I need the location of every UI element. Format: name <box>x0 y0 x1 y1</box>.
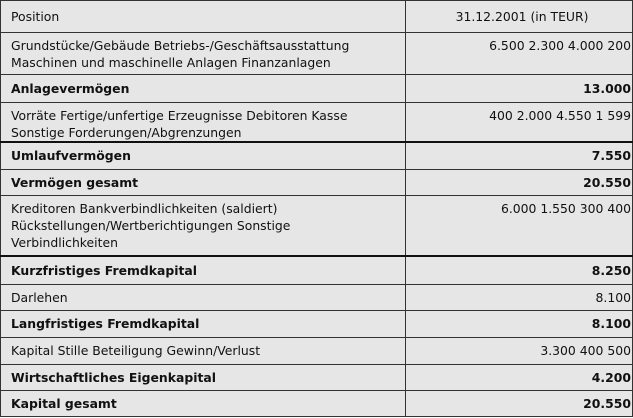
table-row <box>1 142 633 169</box>
row-label: Vermögen gesamt <box>1 169 406 195</box>
row-value: 400 2.000 4.550 1 599 <box>406 103 633 143</box>
row-label: Kreditoren Bankverbindlichkeiten (saldiert) Rückstellungen/Wertberichtigungen Sonstige Verbindlichkeiten <box>1 195 406 256</box>
date-header: 31.12.2001 (in TEUR) <box>406 1 633 33</box>
row-label: Wirtschaftliches Eigenkapital <box>1 364 406 390</box>
row-value: 6.500 2.300 4.000 200 <box>406 33 633 75</box>
table-row <box>1 337 633 364</box>
row-label: Kapital Stille Beteiligung Gewinn/Verlust <box>1 337 406 364</box>
row-value: 13.000 <box>406 75 633 103</box>
row-value: 7.550 <box>406 142 633 169</box>
table-row <box>1 256 633 284</box>
table-row <box>1 103 633 143</box>
row-label: Kapital gesamt <box>1 390 406 416</box>
row-value: 8.100 <box>406 310 633 337</box>
table-row <box>1 284 633 310</box>
header-row <box>1 1 633 33</box>
row-label: Darlehen <box>1 284 406 310</box>
row-value: 6.000 1.550 300 400 <box>406 195 633 256</box>
table-row <box>1 75 633 103</box>
table-row <box>1 390 633 416</box>
row-label: Anlagevermögen <box>1 75 406 103</box>
table-row <box>1 169 633 195</box>
table-row <box>1 195 633 256</box>
row-label: Grundstücke/Gebäude Betriebs-/Geschäftsausstattung Maschinen und maschinelle Anlagen Finanzanlagen <box>1 33 406 75</box>
row-value: 3.300 400 500 <box>406 337 633 364</box>
row-value: 4.200 <box>406 364 633 390</box>
table-row <box>1 310 633 337</box>
row-value: 20.550 <box>406 169 633 195</box>
row-label: Vorräte Fertige/unfertige Erzeugnisse Debitoren Kasse Sonstige Forderungen/Abgrenzungen <box>1 103 406 143</box>
row-value: 8.250 <box>406 256 633 284</box>
row-label: Langfristiges Fremdkapital <box>1 310 406 337</box>
row-label: Kurzfristiges Fremdkapital <box>1 256 406 284</box>
position-header: Position <box>1 1 406 33</box>
table-row <box>1 364 633 390</box>
table-row <box>1 33 633 75</box>
row-value: 8.100 <box>406 284 633 310</box>
row-value: 20.550 <box>406 390 633 416</box>
row-label: Umlaufvermögen <box>1 142 406 169</box>
